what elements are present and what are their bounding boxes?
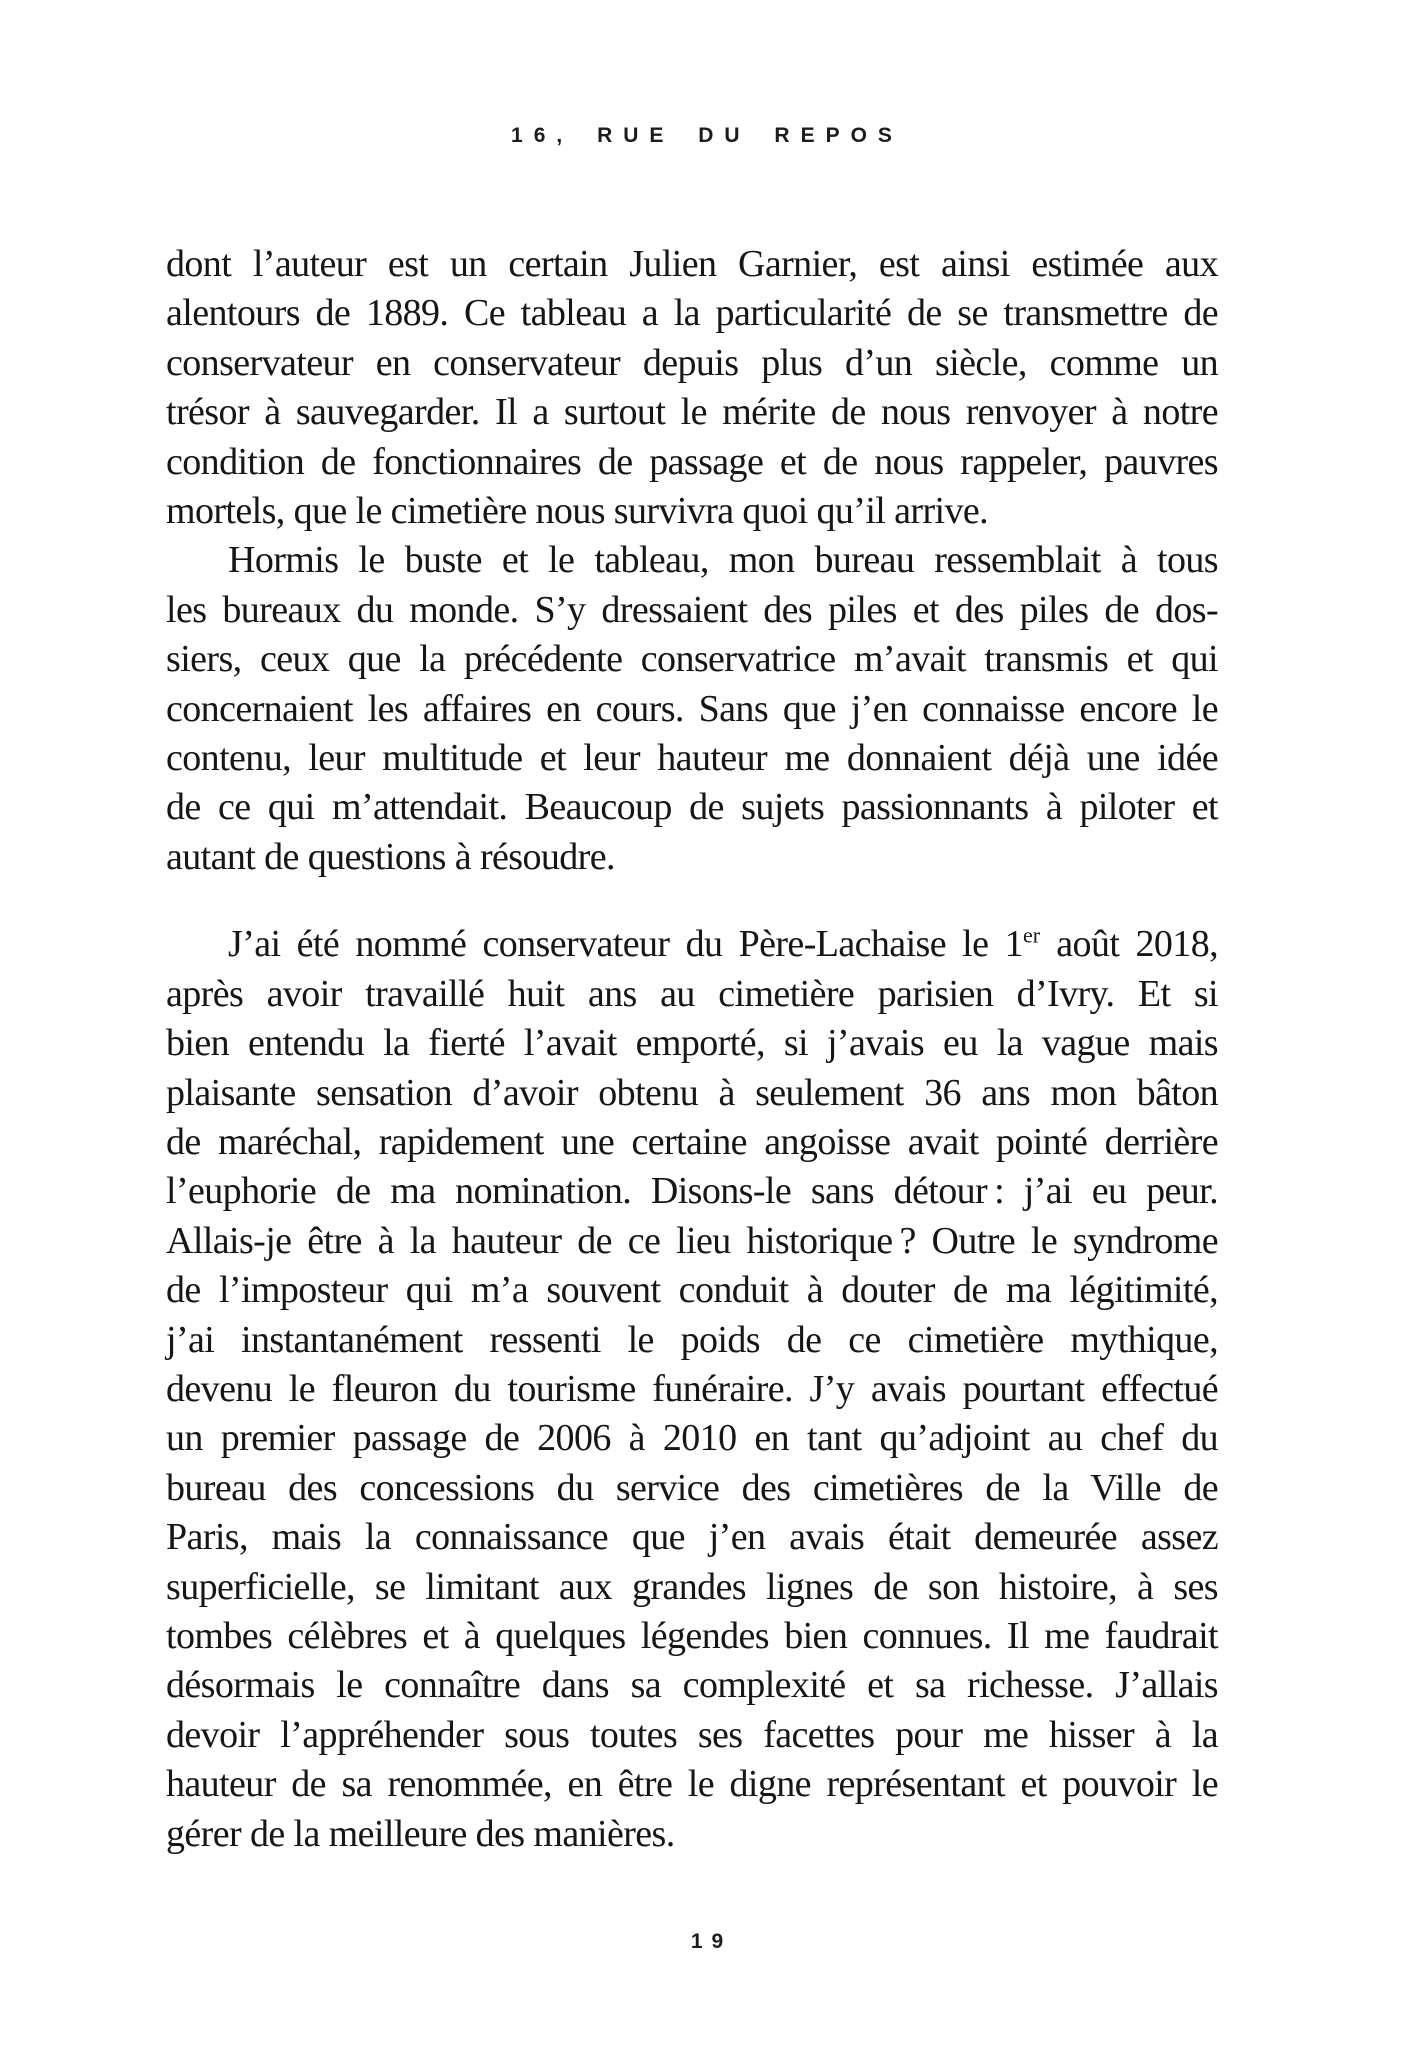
text-line: de l’imposteur qui m’a souvent conduit à douter de ma légitimité, [166,1269,1218,1312]
text-line: condition de fonctionnaires de passage et de nous rappeler, pauvres [166,440,1218,483]
text-line: de ce qui m’attendait. Beaucoup de sujets passionnants à piloter et [166,786,1218,829]
text-line: hauteur de sa renommée, en être le digne représentant et pouvoir le [166,1763,1218,1806]
paragraph [166,240,1218,536]
text-line: de maréchal, rapidement une certaine angoisse avait pointé derrière [166,1120,1218,1163]
text-line: Paris, mais la connaissance que j’en avais était demeurée assez [166,1516,1218,1559]
paragraph [166,920,1218,1859]
body-text [166,240,1218,1859]
text-line: devenu le fleuron du tourisme funéraire. J’y avais pourtant effectué [166,1367,1218,1410]
text-line: autant de questions à résoudre. [166,835,615,878]
text-line: les bureaux du monde. S’y dressaient des piles et des piles de dos- [166,588,1218,631]
text-line: siers, ceux que la précédente conservatrice m’avait transmis et qui [166,638,1218,681]
superscript-ordinal: er [1022,922,1041,948]
text-line: J’ai été nommé conservateur du Père-Lachaise le 1er août 2018, [228,922,1219,966]
text-line: concernaient les affaires en cours. Sans que j’en connaisse encore le [166,687,1218,730]
text-line: un premier passage de 2006 à 2010 en tant qu’adjoint au chef du [166,1417,1218,1460]
text-line: bien entendu la fierté l’avait emporté, si j’avais eu la vague mais [166,1022,1218,1065]
text-line: gérer de la meilleure des manières. [166,1812,675,1855]
text-line: plaisante sensation d’avoir obtenu à seulement 36 ans mon bâton [166,1071,1218,1114]
text-line: Allais-je être à la hauteur de ce lieu historique ? Outre le syndrome [166,1219,1218,1262]
text-line: après avoir travaillé huit ans au cimetière parisien d’Ivry. Et si [166,972,1218,1015]
text-line: tombes célèbres et à quelques légendes bien connues. Il me faudrait [166,1614,1218,1657]
text-line: contenu, leur multitude et leur hauteur me donnaient déjà une idée [166,737,1218,780]
text-line: superficielle, se limitant aux grandes lignes de son histoire, à ses [166,1565,1218,1608]
running-head: 16, RUE DU REPOS [511,124,903,147]
text-line: dont l’auteur est un certain Julien Garnier, est ainsi estimée aux [166,243,1218,285]
text-line: mortels, que le cimetière nous survivra quoi qu’il arrive. [166,490,989,533]
text-line: bureau des concessions du service des cimetières de la Ville de [166,1466,1218,1509]
page-number: 19 [690,1930,733,1953]
paragraph [166,536,1218,882]
text-line: Hormis le buste et le tableau, mon bureau ressemblait à tous [228,539,1218,582]
text-line: désormais le connaître dans sa complexité et sa richesse. J’allais [166,1664,1218,1707]
text-line: alentours de 1889. Ce tableau a la particularité de se transmettre de [166,292,1218,335]
text-line: j’ai instantanément ressenti le poids de ce cimetière mythique, [166,1318,1218,1361]
text-line: l’euphorie de ma nomination. Disons-le sans détour : j’ai eu peur. [166,1170,1218,1213]
text-line: conservateur en conservateur depuis plus d’un siècle, comme un [166,341,1218,384]
text-line: devoir l’appréhender sous toutes ses facettes pour me hisser à la [166,1713,1218,1756]
text-line: trésor à sauvegarder. Il a surtout le mérite de nous renvoyer à notre [166,391,1218,434]
